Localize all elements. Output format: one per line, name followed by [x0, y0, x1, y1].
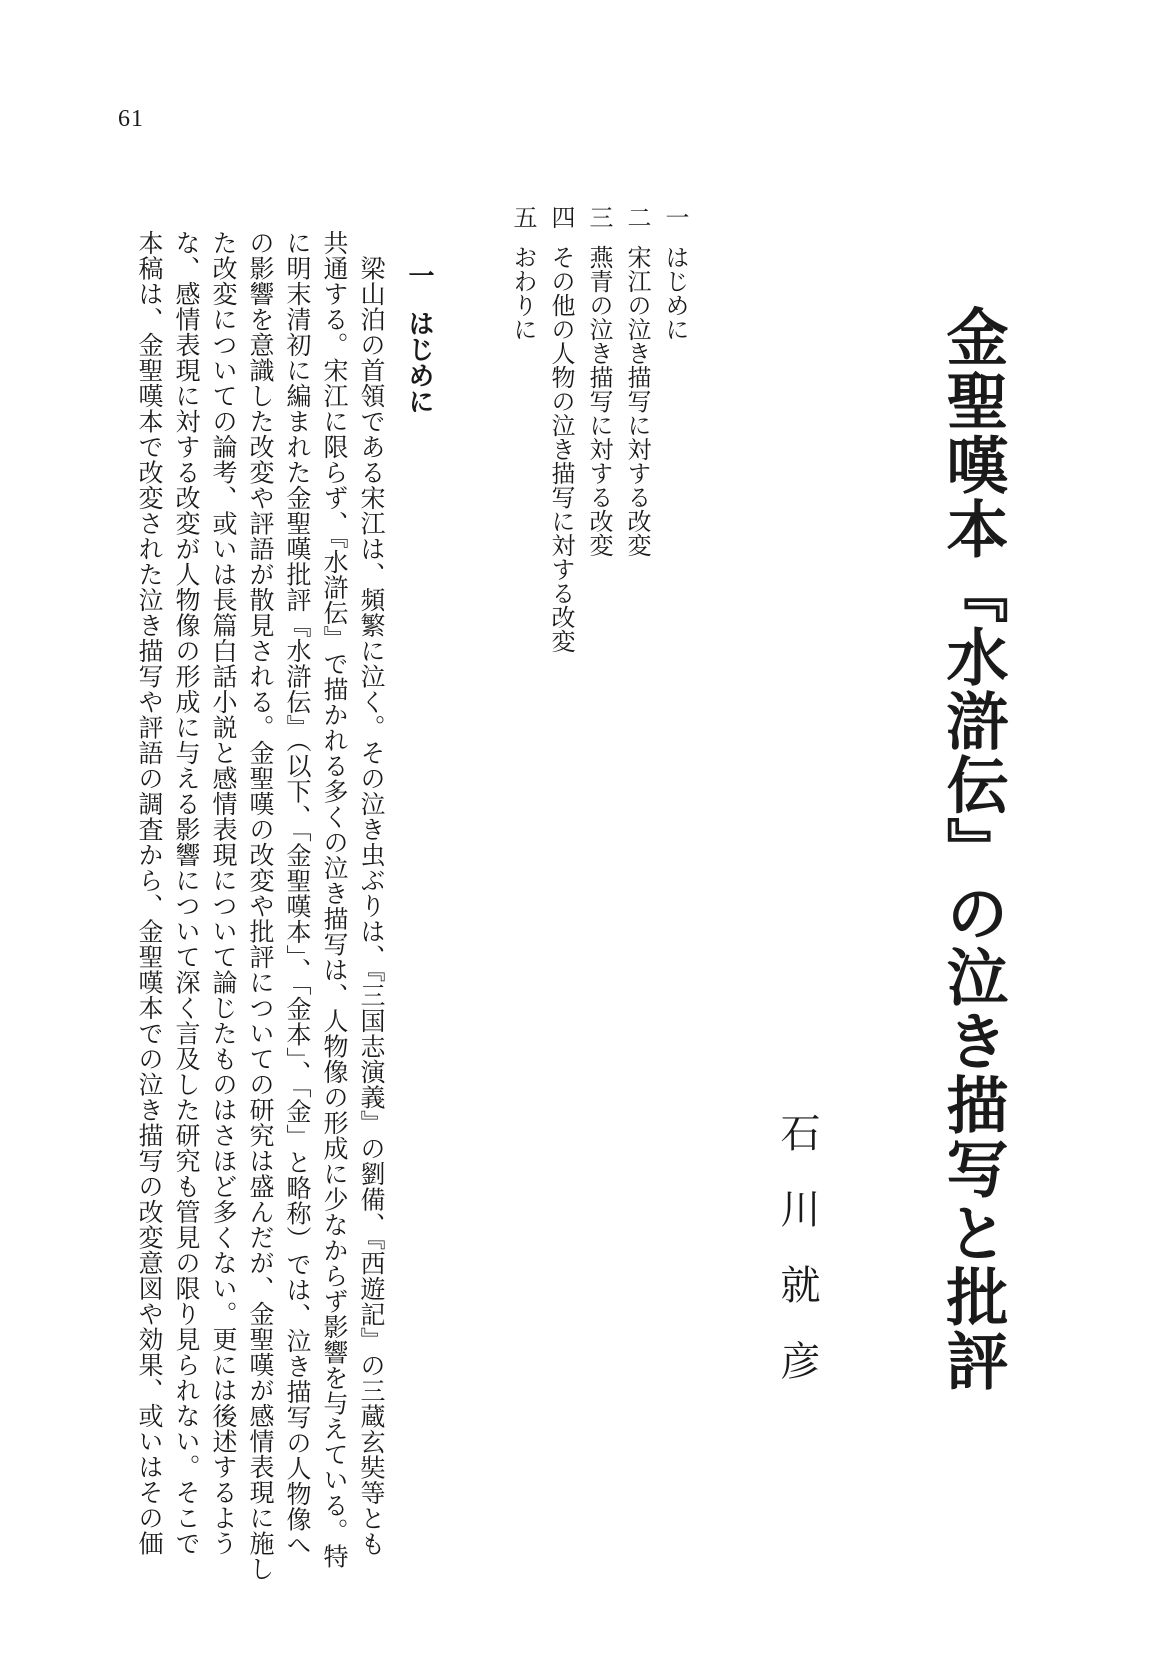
page-number: 61 [118, 106, 144, 132]
toc-label: その他の人物の泣き描写に対する改変 [547, 245, 575, 653]
body-line: の影響を意識した改変や評語が散見される。金聖嘆の改変や批評についての研究は盛んだが、金聖嘆が感情表現に施し [246, 230, 275, 1582]
body-line: た改変についての論考、或いは長篇白話小説と感情表現について論じたものはさほど多くない。更には後述するよう [209, 230, 238, 1556]
toc-number: 四 [547, 205, 575, 229]
body-line: な、感情表現に対する改変が人物像の形成に与える影響について深く言及した研究も管見の限り見られない。そこで [172, 230, 201, 1556]
table-of-contents [509, 205, 694, 705]
section-heading [400, 262, 438, 414]
toc-item [618, 205, 656, 705]
toc-label: はじめに [661, 245, 689, 341]
toc-item [656, 205, 694, 705]
section-number: 一 [404, 262, 434, 288]
section-title: はじめに [404, 310, 434, 414]
toc-number: 二 [623, 205, 651, 229]
body-line: 共通する。宋江に限らず、『水滸伝』で描かれる多くの泣き描写は、人物像の形成に少なからず影響を与えている。特 [320, 230, 349, 1569]
toc-number: 一 [661, 205, 689, 229]
toc-item [580, 205, 618, 705]
toc-item [504, 205, 542, 705]
body-line: に明末清初に編まれた金聖嘆批評『水滸伝』（以下、「金聖嘆本」、「金本」、「金」と略称）では、泣き描写の人物像へ [283, 230, 312, 1558]
toc-number: 五 [509, 205, 537, 229]
body-line: 本稿は、金聖嘆本で改変された泣き描写や評語の調査から、金聖嘆本での泣き描写の改変意図や効果、或いはその価 [135, 230, 164, 1556]
toc-label: 宋江の泣き描写に対する改変 [623, 245, 651, 557]
body-line: 梁山泊の首領である宋江は、頻繁に泣く。その泣き虫ぶりは、『三国志演義』の劉備、『西遊記』の三蔵玄奘等とも [357, 230, 386, 1557]
toc-label: おわりに [509, 245, 537, 341]
paper-title: 金聖嘆本『水滸伝』の泣き描写と批評 [936, 305, 1009, 1393]
toc-item [542, 205, 580, 705]
toc-label: 燕青の泣き描写に対する改変 [585, 245, 613, 557]
toc-number: 三 [585, 205, 613, 229]
body-text [135, 230, 390, 1582]
author-name: 石川就彦 [774, 1112, 820, 1416]
